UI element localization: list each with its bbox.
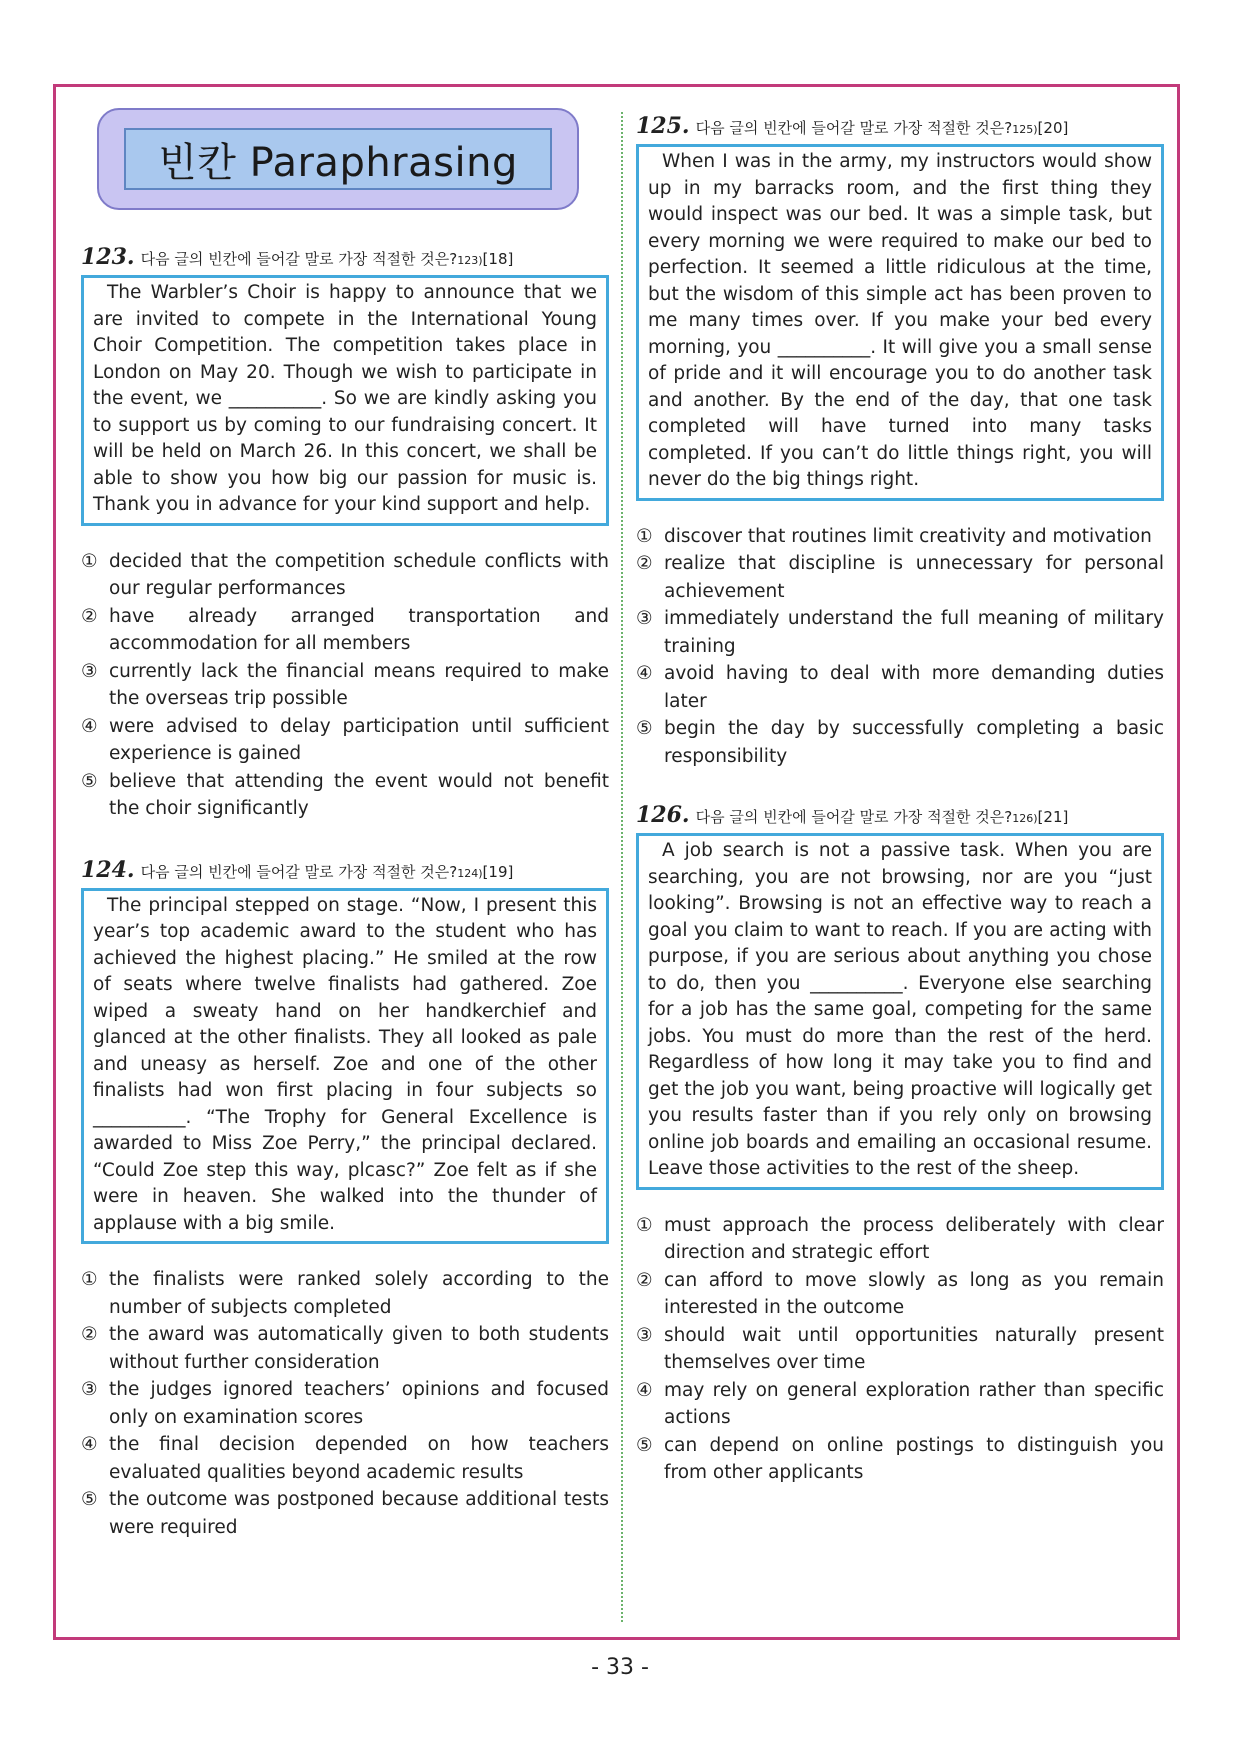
answer-option[interactable]: ② can afford to move slowly as long as you remain interested in the outcome [636, 1269, 1164, 1318]
answer-options [636, 1212, 1164, 1487]
question-125 [636, 113, 1164, 770]
question-number: 124. [81, 856, 135, 883]
answer-option[interactable]: ② have already arranged transportation and accommodation for all members [81, 605, 609, 654]
question-source: 124) [457, 866, 483, 880]
answer-option[interactable]: ⑤ believe that attending the event would not benefit the choir significantly [81, 770, 609, 819]
question-prompt: 다음 글의 빈칸에 들어갈 말로 가장 적절한 것은? [695, 808, 1013, 826]
answer-option[interactable]: ④ may rely on general exploration rather than specific actions [636, 1379, 1164, 1428]
left-column [81, 108, 609, 1541]
passage-text: When I was in the army, my instructors would show up in my barracks room, and the first thing they would inspect was our bed. It was a simple task, but every morning we were required to make our bed to perfection. It seemed a little ridiculous at the time, but the wisdom of this simple act has been proven to me many times over. If you make your bed every morning, you __________. It will give you a small sense of pride and it will encourage you to do another task and another. By the end of the day, that one task completed will have turned into many tasks completed. If you can’t do little things right, you will never do the big things right. [648, 151, 1152, 490]
question-header [636, 113, 1164, 139]
question-header [636, 802, 1164, 828]
question-tag: [20] [1037, 119, 1069, 137]
answer-option[interactable]: ④ were advised to delay participation until sufficient experience is gained [81, 715, 609, 764]
question-124 [81, 857, 609, 1542]
passage-text: A job search is not a passive task. When you are searching, you are not browsing, nor are you “just looking”. Browsing is not an effective way to reach a goal you claim to want to reach. If you are acting with purpose, if you are serious about anything you chose to do, then you __________. Everyone else searching for a job has the same goal, competing for the same jobs. You must do more than the rest of the herd. Regardless of how long it may take you to find and get the job you want, being proactive will logically get you results faster than if you rely only on browsing online job boards and emailing an occasional resume. Leave those activities to the rest of the sheep. [648, 840, 1152, 1179]
question-tag: [18] [482, 250, 514, 268]
question-prompt: 다음 글의 빈칸에 들어갈 말로 가장 적절한 것은? [140, 250, 458, 268]
answer-option[interactable]: ⑤ begin the day by successfully completing a basic responsibility [636, 718, 1164, 767]
answer-option[interactable]: ② realize that discipline is unnecessary for personal achievement [636, 553, 1164, 602]
answer-option[interactable]: ⑤ the outcome was postponed because additional tests were required [81, 1489, 609, 1538]
question-source: 126) [1012, 812, 1038, 825]
passage-text: The Warbler’s Choir is happy to announce that we are invited to compete in the International Young Choir Competition. The competition takes place in London on May 20. Though we wish to participate in the event, we __________. So we are kindly asking you to support us by coming to our fundraising concert. It will be held on March 26. In this concert, we shall be able to show you how big our passion for music is. Thank you in advance for your kind support and help. [93, 282, 597, 515]
answer-option[interactable]: ④ avoid having to deal with more demanding duties later [636, 663, 1164, 712]
passage-box [81, 275, 609, 526]
answer-option[interactable]: ① decided that the competition schedule conflicts with our regular performances [81, 550, 609, 599]
page-number: - 33 - [591, 1655, 649, 1680]
answer-option[interactable]: ① discover that routines limit creativity and motivation [636, 525, 1152, 547]
answer-option[interactable]: ② the award was automatically given to both students without further consideration [81, 1324, 609, 1373]
right-column [636, 113, 1164, 1487]
section-title: 빈칸 Paraphrasing [158, 139, 518, 186]
answer-option[interactable]: ③ currently lack the financial means required to make the overseas trip possible [81, 660, 609, 709]
question-prompt: 다음 글의 빈칸에 들어갈 말로 가장 적절한 것은? [695, 119, 1013, 137]
section-title-banner [97, 108, 579, 210]
question-number: 125. [636, 113, 690, 139]
answer-option[interactable]: ① must approach the process deliberately with clear direction and strategic effort [636, 1214, 1164, 1263]
question-source: 125) [1012, 123, 1038, 136]
passage-box [636, 833, 1164, 1190]
question-tag: [21] [1037, 808, 1069, 826]
question-source: 123) [457, 254, 483, 267]
answer-option[interactable]: ⑤ can depend on online postings to distinguish you from other applicants [636, 1434, 1164, 1483]
answer-options [81, 1266, 609, 1541]
question-126 [636, 802, 1164, 1487]
answer-option[interactable]: ③ the judges ignored teachers’ opinions and focused only on examination scores [81, 1379, 609, 1428]
answer-option[interactable]: ③ immediately understand the full meaning of military training [636, 608, 1164, 657]
passage-box [636, 144, 1164, 501]
question-number: 123. [81, 244, 135, 270]
question-prompt: 다음 글의 빈칸에 들어갈 말로 가장 적절한 것은? [140, 862, 458, 881]
question-number: 126. [636, 802, 690, 828]
passage-box [81, 888, 609, 1245]
question-123 [81, 244, 609, 823]
column-divider [621, 112, 623, 1622]
question-tag: [19] [482, 862, 514, 881]
answer-option[interactable]: ① the finalists were ranked solely according to the number of subjects completed [81, 1269, 609, 1318]
passage-text: The principal stepped on stage. “Now, I present this year’s top academic award to the student who has achieved the highest placing.” He smiled at the row of seats where twelve finalists had gathered. Zoe wiped a sweaty hand on her handkerchief and glanced at the other finalists. They all looked as pale and uneasy as herself. Zoe and one of the other finalists had won first placing in four subjects so __________. “The Trophy for General Excellence is awarded to Miss Zoe Perry,” the principal declared. “Could Zoe step this way, plcasc?” Zoe felt as if she were in heaven. She walked into the thunder of applause with a big smile. [93, 894, 597, 1234]
question-header [81, 857, 609, 883]
answer-option[interactable]: ③ should wait until opportunities naturally present themselves over time [636, 1324, 1164, 1373]
answer-options [81, 548, 609, 823]
question-header [81, 244, 609, 270]
answer-option[interactable]: ④ the final decision depended on how teachers evaluated qualities beyond academic results [81, 1434, 609, 1483]
answer-options [636, 523, 1164, 771]
